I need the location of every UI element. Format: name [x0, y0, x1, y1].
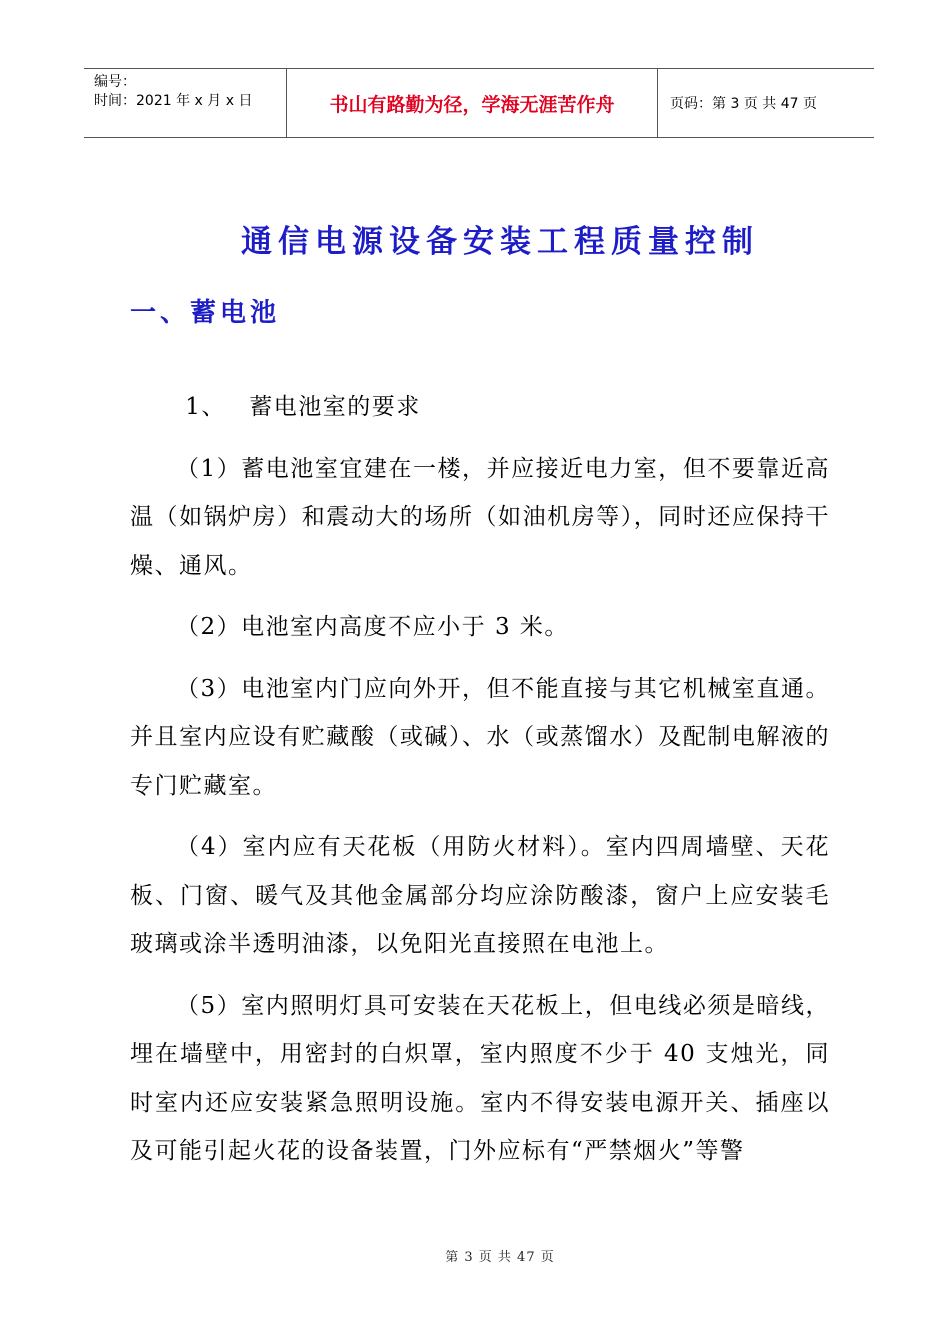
section-heading: 一、蓄电池 — [130, 298, 281, 328]
header-page-label: 页码：第 3 页 共 47 页 — [670, 96, 817, 112]
subsection-number: 1、 — [185, 394, 226, 420]
paragraph: （2）电池室内高度不应小于 3 米。 — [176, 614, 569, 640]
date-label: 时间：2021 年 x 月 x 日 — [94, 93, 253, 109]
subsection-title: 蓄电池室的要求 — [249, 394, 421, 420]
paragraph: （4）室内应有天花板（用防火材料）。室内四周墙壁、天花板、门窗、暖气及其他金属部分均应涂防酸漆，窗户上应安装毛玻璃或涂半透明油漆，以免阳光直接照在电池上。 — [130, 834, 830, 957]
document-title: 通信电源设备安装工程质量控制 — [241, 224, 759, 260]
header-meta — [84, 69, 286, 137]
document-body — [130, 383, 830, 1189]
paragraph: （3）电池室内门应向外开，但不能直接与其它机械室直通。并且室内应设有贮藏酸（或碱）、水（或蒸馏水）及配制电解液的专门贮藏室。 — [130, 675, 830, 799]
code-label: 编号： — [94, 74, 136, 90]
paragraph: （5）室内照明灯具可安装在天花板上，但电线必须是暗线，埋在墙壁中，用密封的白炽罩，室内照度不少于 40 支烛光，同时室内还应安装紧急照明设施。室内不得安装电源开关、插座以及可能引起火花的设备装置，门外应标有“严禁烟火”等警 — [130, 992, 830, 1164]
header-motto: 书山有路勤为径，学海无涯苦作舟 — [286, 69, 658, 137]
page-footer: 第 3 页 共 47 页 — [445, 1250, 555, 1265]
subsection-heading — [130, 383, 830, 432]
paragraph: （1）蓄电池室宜建在一楼，并应接近电力室，但不要靠近高温（如锅炉房）和震动大的场所（如油机房等），同时还应保持干燥、通风。 — [130, 455, 830, 579]
page-header — [84, 68, 874, 138]
